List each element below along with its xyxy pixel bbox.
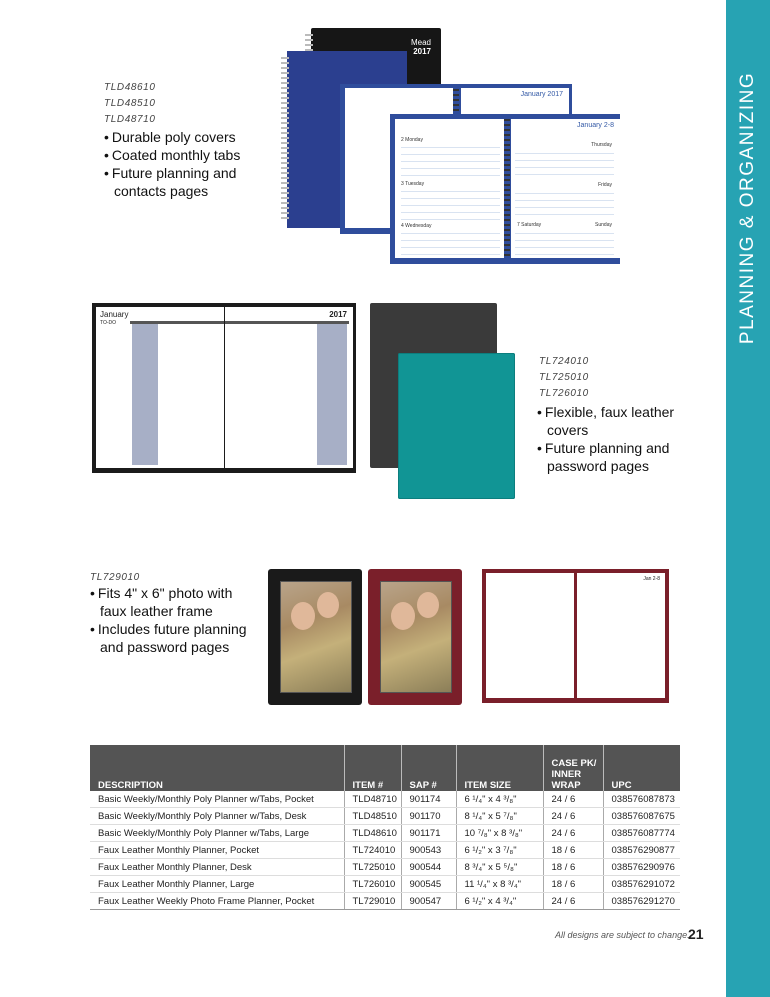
cell-upc: 038576290976 <box>603 859 680 876</box>
feature-item: • Includes future planning and password pages <box>90 620 260 656</box>
table-row <box>90 791 680 808</box>
cell-upc: 038576291072 <box>603 876 680 893</box>
feature-item: • Fits 4" x 6" photo with faux leather frame <box>90 584 260 620</box>
monthly-right-page: 2017 <box>225 307 353 468</box>
cell-sap: 900547 <box>401 893 456 910</box>
product-code: TL724010 <box>539 356 589 367</box>
table-row <box>90 893 680 910</box>
product-code: TLD48710 <box>104 114 156 125</box>
cell-size: 6 ¹/₂" x 3 ⁷/₈" <box>456 842 543 859</box>
feature-item: • Flexible, faux leather covers <box>537 403 687 439</box>
open-monthly-desk-planner-image <box>92 303 356 473</box>
cell-case: 18 / 6 <box>543 859 603 876</box>
cell-sap: 900544 <box>401 859 456 876</box>
table-row <box>90 825 680 842</box>
cell-description: Basic Weekly/Monthly Poly Planner w/Tabs, Pocket <box>90 791 344 808</box>
cell-upc: 038576087774 <box>603 825 680 842</box>
red-photo-frame-planner-image <box>368 569 462 705</box>
cell-item: TL726010 <box>344 876 401 893</box>
spiral-binding <box>504 119 510 259</box>
cell-size: 8 ¹/₄" x 5 ⁷/₈" <box>456 808 543 825</box>
cell-item: TL729010 <box>344 893 401 910</box>
cell-sap: 901171 <box>401 825 456 842</box>
product-code: TLD48510 <box>104 98 156 109</box>
weekly-left-page <box>486 573 574 698</box>
section-title: PLANNING & ORGANIZING <box>737 71 758 345</box>
product-code: TL729010 <box>90 572 140 583</box>
cell-description: Faux Leather Monthly Planner, Large <box>90 876 344 893</box>
column-header: ITEM SIZE <box>456 745 543 791</box>
cell-case: 24 / 6 <box>543 825 603 842</box>
photo-window <box>280 581 352 693</box>
feature-list-group3 <box>90 584 260 656</box>
cell-sap: 901170 <box>401 808 456 825</box>
open-weekly-photo-planner-image <box>482 569 669 703</box>
column-header: SAP # <box>401 745 456 791</box>
photo-window <box>380 581 452 693</box>
monthly-left-page: January TO-DO <box>96 307 224 468</box>
feature-item: • Coated monthly tabs <box>104 146 264 164</box>
product-code: TL726010 <box>539 388 589 399</box>
weekly-right-page: January 2-8 Thursday Friday 7 Saturday Sunday <box>511 119 620 258</box>
feature-list-group1 <box>104 128 264 200</box>
feature-list-group2 <box>537 403 687 475</box>
feature-item: • Durable poly covers <box>104 128 264 146</box>
feature-item: • Future planning and password pages <box>537 439 687 475</box>
cover-logo: Mead 2017 <box>410 38 431 56</box>
cell-sap: 900543 <box>401 842 456 859</box>
disclaimer-note: All designs are subject to change. <box>555 930 690 940</box>
product-code: TLD48610 <box>104 82 156 93</box>
table-row <box>90 808 680 825</box>
teal-faux-leather-planner-image <box>398 353 515 499</box>
cell-description: Basic Weekly/Monthly Poly Planner w/Tabs, Large <box>90 825 344 842</box>
column-header: DESCRIPTION <box>90 745 344 791</box>
cell-item: TLD48710 <box>344 791 401 808</box>
cell-size: 6 ¹/₂" x 4 ³/₄" <box>456 893 543 910</box>
product-codes-group2 <box>539 354 589 402</box>
cell-item: TLD48610 <box>344 825 401 842</box>
cell-description: Faux Leather Monthly Planner, Pocket <box>90 842 344 859</box>
column-header: CASE PK/ INNER WRAP <box>543 745 603 791</box>
cell-sap: 901174 <box>401 791 456 808</box>
cell-size: 8 ³/₄" x 5 ⁵/₈" <box>456 859 543 876</box>
weekly-right-page: Jan 2-8 <box>577 573 665 698</box>
cell-upc: 038576087873 <box>603 791 680 808</box>
table-row <box>90 876 680 893</box>
cell-size: 10 ⁷/₈" x 8 ³/₈" <box>456 825 543 842</box>
page-number: 21 <box>688 926 704 942</box>
cell-description: Faux Leather Monthly Planner, Desk <box>90 859 344 876</box>
column-header: UPC <box>603 745 680 791</box>
cell-sap: 900545 <box>401 876 456 893</box>
weekly-left-page: 2 Monday 3 Tuesday 4 Wednesday <box>395 119 504 258</box>
cell-item: TLD48510 <box>344 808 401 825</box>
cell-case: 24 / 6 <box>543 791 603 808</box>
table-row <box>90 859 680 876</box>
open-weekly-spiral-planner-image <box>390 114 620 264</box>
cell-upc: 038576291270 <box>603 893 680 910</box>
product-code: TL725010 <box>539 372 589 383</box>
table-row <box>90 842 680 859</box>
cell-case: 18 / 6 <box>543 842 603 859</box>
table-header-row <box>90 745 680 791</box>
cell-case: 18 / 6 <box>543 876 603 893</box>
black-photo-frame-planner-image <box>268 569 362 705</box>
feature-item: • Future planning and contacts pages <box>104 164 264 200</box>
column-header: ITEM # <box>344 745 401 791</box>
spiral-binding <box>281 57 289 222</box>
cell-upc: 038576290877 <box>603 842 680 859</box>
cell-case: 24 / 6 <box>543 808 603 825</box>
cell-size: 11 ¹/₄" x 8 ³/₄" <box>456 876 543 893</box>
cell-case: 24 / 6 <box>543 893 603 910</box>
cell-size: 6 ¹/₄" x 4 ³/₈" <box>456 791 543 808</box>
cell-description: Basic Weekly/Monthly Poly Planner w/Tabs, Desk <box>90 808 344 825</box>
cell-description: Faux Leather Weekly Photo Frame Planner, Pocket <box>90 893 344 910</box>
monthly-right-page: January 2017 <box>461 88 569 228</box>
cell-item: TL725010 <box>344 859 401 876</box>
product-table <box>90 745 680 910</box>
cell-upc: 038576087675 <box>603 808 680 825</box>
cell-item: TL724010 <box>344 842 401 859</box>
product-codes-group1 <box>104 80 156 128</box>
